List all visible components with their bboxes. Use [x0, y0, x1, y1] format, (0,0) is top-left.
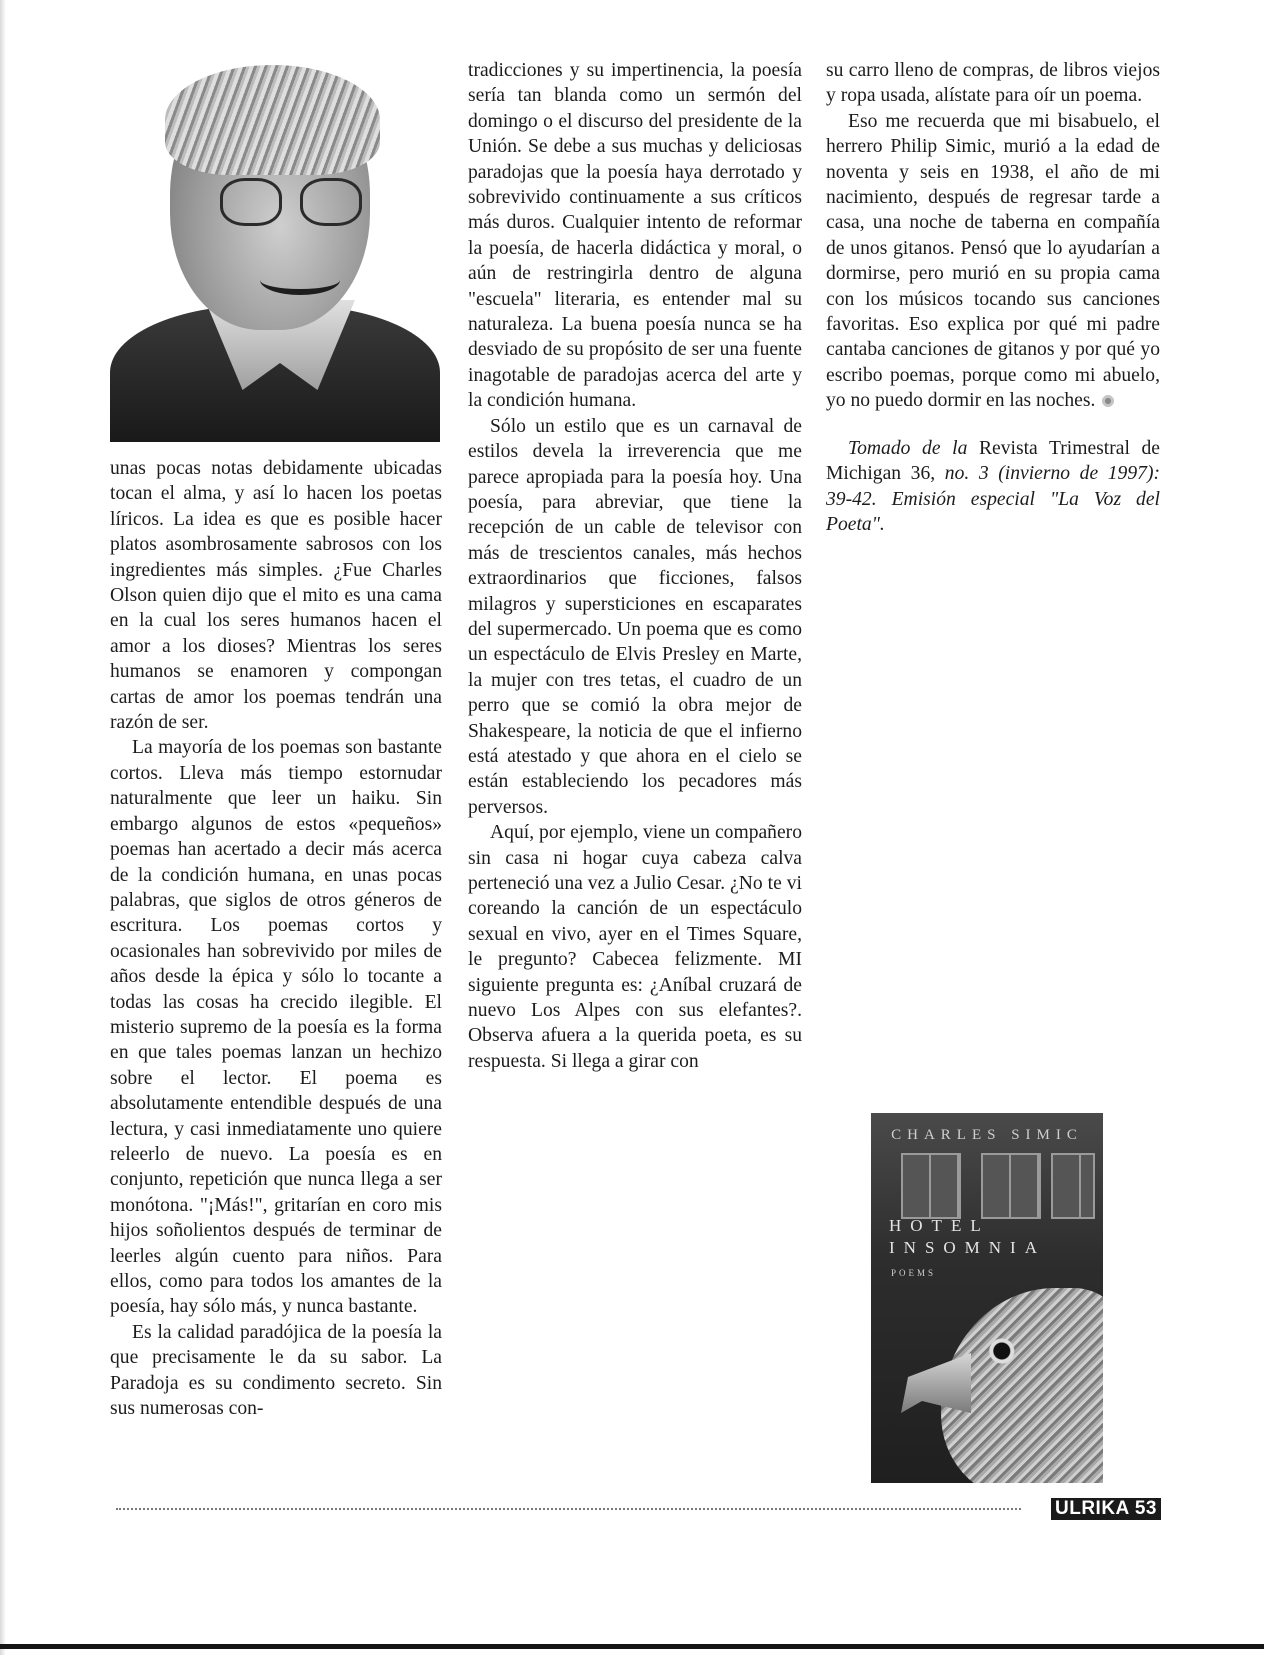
- bottom-rule: [0, 1644, 1264, 1649]
- paragraph: Sólo un estilo que es un carnaval de estilos devela la irreverencia que me parece apropiada para la poesía hoy. Una poesía, para abreviar, que tiene la recepción de un cable de televisor con más de trescientos canales, más hechos extraordinarios que ficciones, falsos milagros y supersticiones en escaparates del supermercado. Un poema que es como un espectáculo de Elvis Presley en Marte, la mujer con tres tetas, el cuadro de un perro que se comió la obra mejor de Shakespeare, la noticia de que el infierno está atestado y que ahora en el cielo se están estableciendo los pecadores más perversos.: [468, 415, 802, 818]
- book-title: [889, 1215, 1046, 1259]
- ornament-icon: [1101, 394, 1115, 408]
- paragraph-final: [826, 109, 1160, 414]
- book-window: [1051, 1153, 1095, 1219]
- book-title-line-1: HOTEL: [889, 1216, 990, 1235]
- source-prefix: Tomado de la: [848, 437, 968, 459]
- page-folio: ULRIKA 53: [1051, 1498, 1161, 1520]
- footer-dotted-rule: [116, 1508, 1021, 1512]
- source-details: no. 3 (invierno de 1997): 39-42. Emisión especial "La Voz del Poeta".: [826, 463, 1160, 535]
- paragraph: Es la calidad paradójica de la poesía la que precisamente le da su sabor. La Paradoja es su condimento secreto. Sin sus numerosas con-: [110, 1321, 442, 1420]
- article-column-3: [826, 58, 1160, 537]
- book-author: CHARLES SIMIC: [891, 1127, 1083, 1143]
- article-column-1: [110, 456, 442, 1421]
- paragraph: unas pocas notas debidamente ubicadas tocan el alma, y así lo hacen los poetas líricos. La idea es que es posible hacer platos asombrosamente sabrosos con los ingredientes más simples. ¿Fue Charles Olson quien dijo que el mito es una cama en la cual los seres humanos hacen el amor a los dioses? Mientras los seres humanos se enamoren y compongan cartas de amor los poemas tendrán una razón de ser.: [110, 458, 442, 734]
- hawk-beak: [901, 1353, 971, 1413]
- book-window: [901, 1153, 961, 1219]
- author-portrait-photo: [110, 60, 440, 442]
- photo-hair: [165, 65, 380, 175]
- paragraph: La mayoría de los poemas son bastante cortos. Lleva más tiempo estornudar naturalmente que leer un haiku. Sin embargo algunos de estos «pequeños» poemas han acertado a decir más acerca de la condición humana, en unas pocas palabras, que siglos de otros géneros de escritura. Los poemas cortos y ocasionales han sobrevivido por miles de años desde la épica y sólo lo tocante a todas las cosas ha crecido ilegible. El misterio supremo de la poesía es la forma en que tales poemas lanzan un hechizo sobre el lector. El poema es absolutamente entendible después de una lectura, y casi inmediatamente uno quiere releerlo de nuevo. La poesía es en conjunto, repetición que nunca llega a ser monótona. "¡Más!", gritarían en coro mis hijos soñolientos después de terminar de leerles algún cuento para niños. Para ellos, como para todos los amantes de la poesía, hay sólo más, y nunca bastante.: [110, 737, 442, 1318]
- paragraph: Aquí, por ejemplo, viene un compañero sin casa ni hogar cuya cabeza calva perteneció una vez a Julio Cesar. ¿No te vi coreando la canción de un espectáculo sexual en vivo, ayer en el Times Square, le pregunto? Cabecea felizmente. MI siguiente pregunta es: ¿Aníbal cruzará de nuevo Los Alpes con sus elefantes?. Observa afuera a la querida poeta, es su respuesta. Si llega a girar con: [468, 822, 802, 1072]
- paragraph: tradicciones y su impertinencia, la poesía sería tan blanda como un sermón del domingo o el discurso del presidente de la Unión. Se debe a sus muchas y deliciosas paradojas que la poesía haya derrotado y sobrevivido continuamente a sus críticos más duros. Cualquier intento de reformar la poesía, de hacerla didáctica y moral, o aún de restringirla dentro de alguna "escuela" literaria, es entender mal su naturaleza. La buena poesía nunca se ha desviado de su propósito de ser una fuente inagotable de paradojas acerca del arte y la condición humana.: [468, 60, 802, 412]
- book-cover-image: [871, 1113, 1103, 1483]
- paragraph-text: Eso me recuerda que mi bisabuelo, el herrero Philip Simic, murió a la edad de noventa y seis en 1938, el año de mi nacimiento, después de regresar tarde a casa, una noche de taberna en compañía de unos gitanos. Pensó que lo ayudarían a dormirse, pero murió en su propia cama con los músicos tocando sus canciones favoritas. Eso explica por qué mi padre cantaba canciones de gitanos y por qué yo escribo poemas, porque como mi abuelo, yo no puedo dormir en las noches.: [826, 110, 1160, 412]
- photo-smile: [260, 265, 340, 295]
- paragraph: su carro lleno de compras, de libros viejos y ropa usada, alístate para oír un poema.: [826, 60, 1160, 107]
- book-window: [981, 1153, 1041, 1219]
- source-note: [826, 436, 1160, 538]
- book-subtitle: POEMS: [891, 1268, 937, 1278]
- book-title-line-2: INSOMNIA: [889, 1238, 1046, 1257]
- photo-glasses-left: [220, 178, 282, 226]
- page-edge-shadow: [0, 0, 6, 1655]
- photo-glasses-right: [300, 178, 362, 226]
- article-column-2: [468, 58, 802, 1074]
- source-journal: Revista Trimestral de Michigan 36,: [826, 437, 1161, 485]
